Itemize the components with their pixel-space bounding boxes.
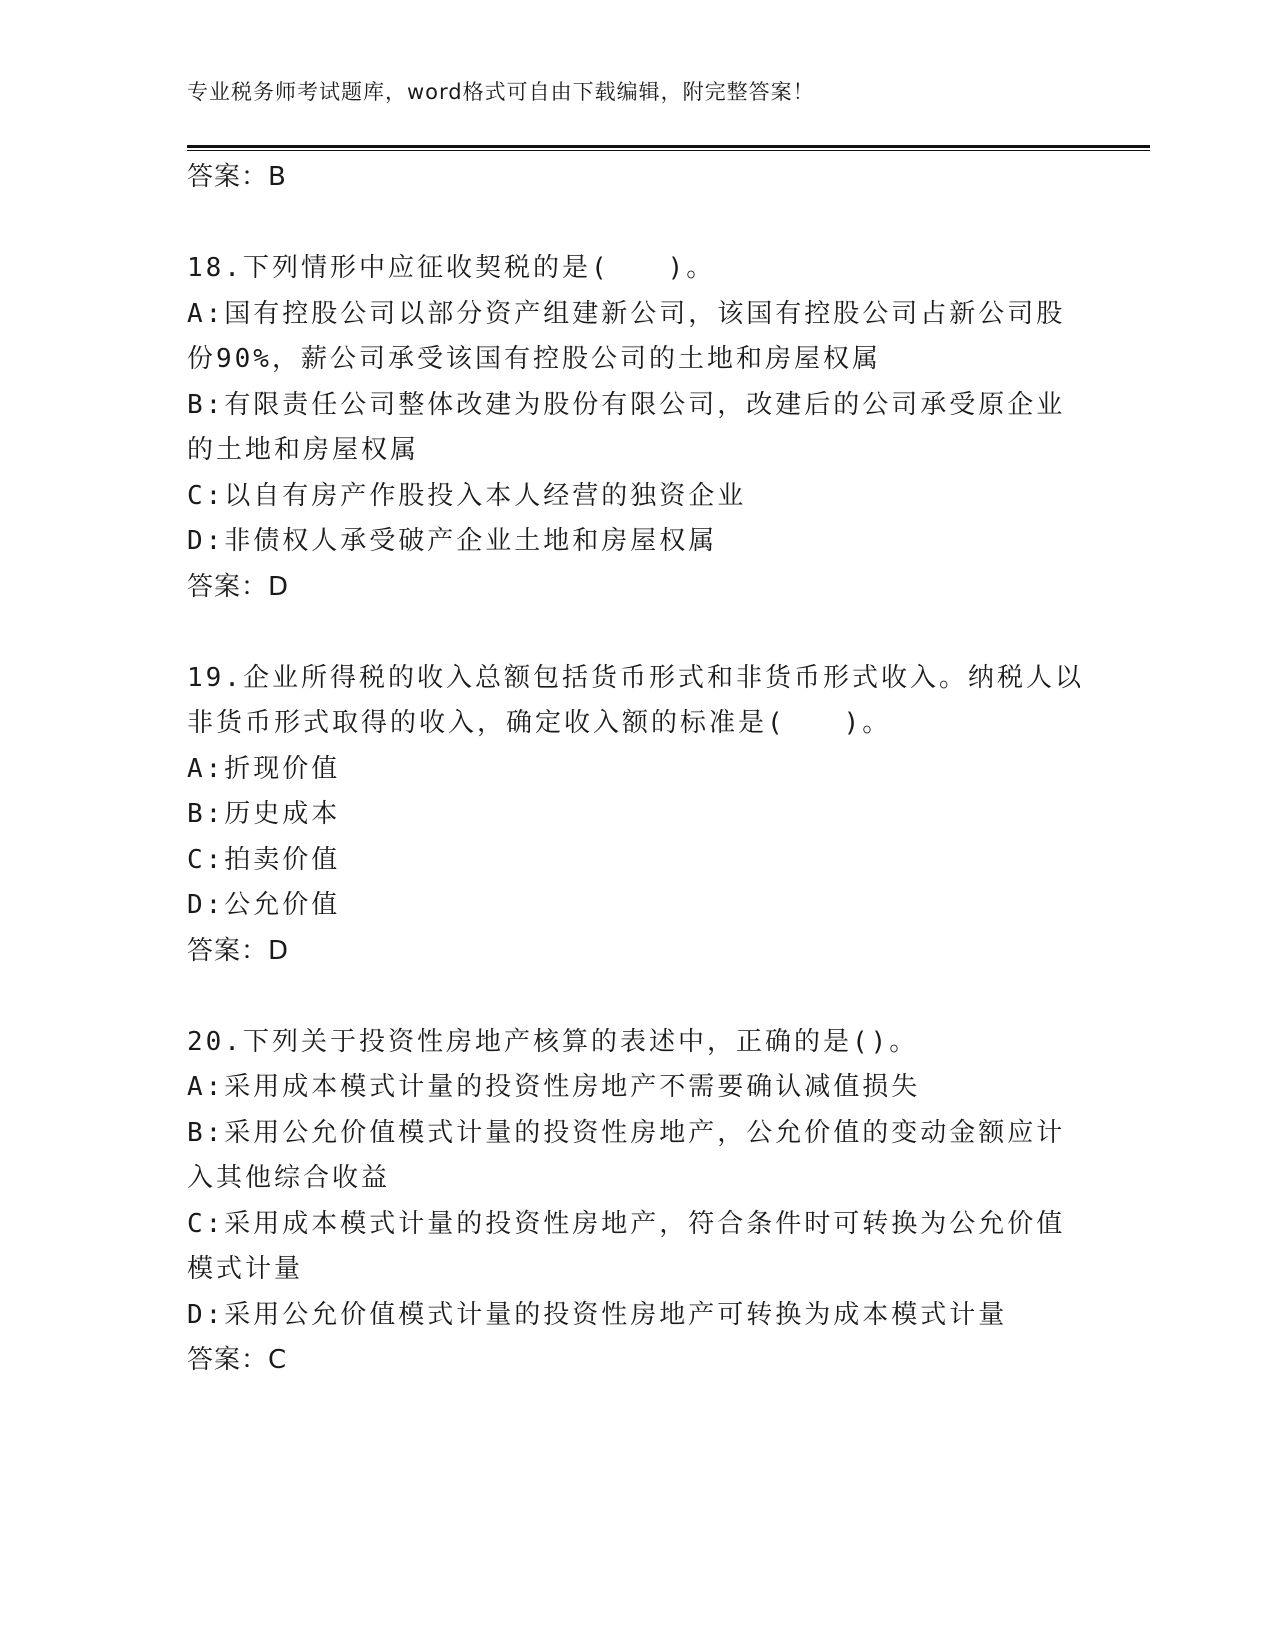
option-line: B:历史成本: [187, 799, 341, 829]
option-line: 入其他综合收益: [187, 1163, 391, 1193]
spacer: [187, 610, 1087, 656]
option-line: A:折现价值: [187, 753, 341, 784]
option-line: C:采用成本模式计量的投资性房地产，符合条件时可转换为公允价值: [187, 1208, 1066, 1239]
option-line: 份90%，薪公司承受该国有控股公司的土地和房屋权属: [187, 344, 881, 374]
page-header: 专业税务师考试题库，word格式可自由下载编辑，附完整答案！: [187, 80, 815, 104]
option-line: B:采用公允价值模式计量的投资性房地产，公允价值的变动金额应计: [187, 1117, 1066, 1148]
option-line: D:非债权人承受破产企业土地和房屋权属: [187, 526, 718, 556]
answer: 答案：C: [187, 1345, 288, 1375]
option-line: C:以自有房产作股投入本人经营的独资企业: [187, 480, 747, 511]
question-content: [187, 155, 1087, 1384]
question-stem: 19.企业所得税的收入总额包括货币形式和非货币形式收入。纳税人以: [187, 662, 1084, 693]
question-stem: 非货币形式取得的收入，确定收入额的标准是( )。: [187, 708, 892, 738]
spacer: [187, 201, 1087, 247]
question-20: [187, 1020, 1087, 1384]
spacer: [187, 974, 1087, 1020]
option-line: D:采用公允价值模式计量的投资性房地产可转换为成本模式计量: [187, 1299, 1008, 1330]
answer: 答案：D: [187, 935, 290, 966]
option-line: B:有限责任公司整体改建为股份有限公司，改建后的公司承受原企业: [187, 389, 1066, 420]
question-stem: 20.下列关于投资性房地产核算的表述中，正确的是()。: [187, 1026, 919, 1057]
previous-answer: 答案：B: [187, 162, 287, 192]
option-line: A:国有控股公司以部分资产组建新公司，该国有控股公司占新公司股: [187, 298, 1066, 329]
option-line: D:公允价值: [187, 890, 341, 920]
answer: 答案：D: [187, 571, 290, 602]
option-line: 模式计量: [187, 1254, 304, 1284]
header-double-rule: [187, 145, 1150, 151]
question-19: [187, 656, 1087, 975]
question-18: [187, 246, 1087, 610]
option-line: A:采用成本模式计量的投资性房地产不需要确认减值损失: [187, 1072, 921, 1102]
option-line: C:拍卖价值: [187, 844, 341, 875]
option-line: 的土地和房屋权属: [187, 435, 420, 465]
question-stem: 18.下列情形中应征收契税的是( )。: [187, 253, 716, 283]
